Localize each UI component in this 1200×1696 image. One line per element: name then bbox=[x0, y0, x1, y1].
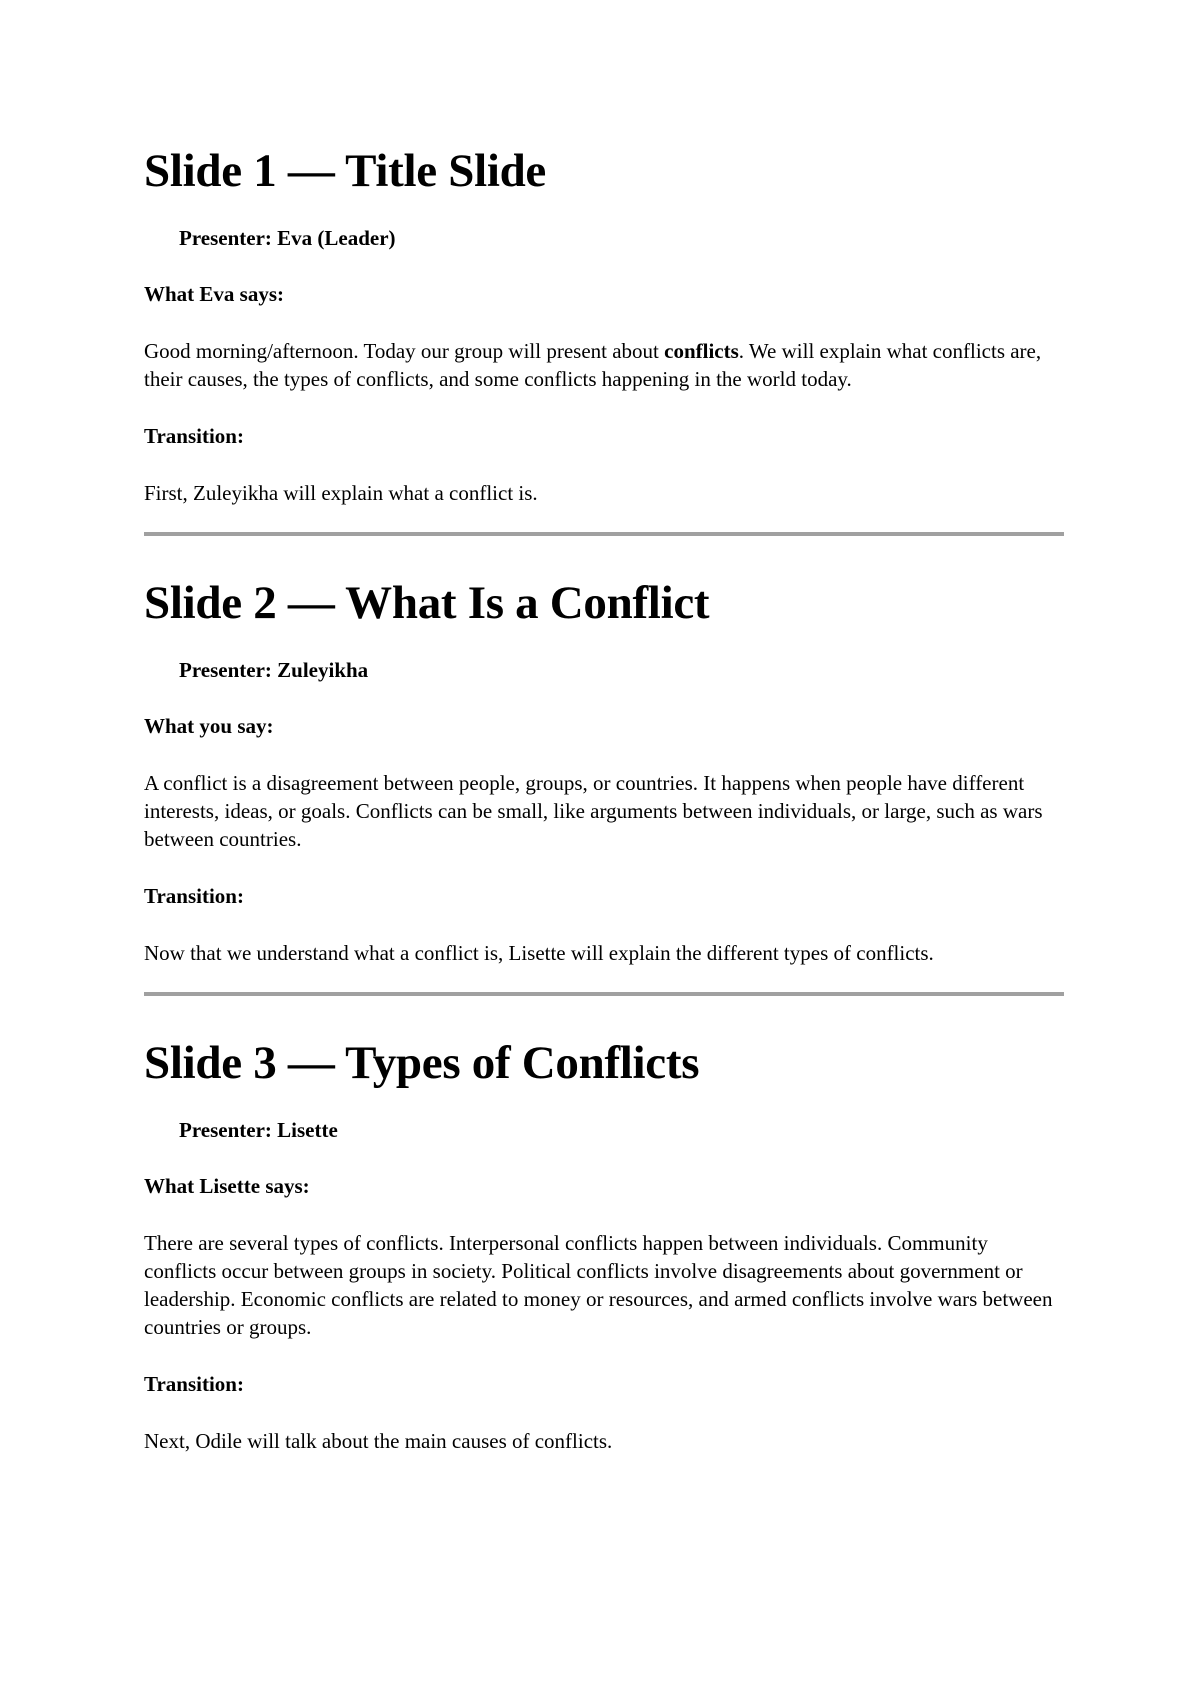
slide-title: Slide 3 — Types of Conflicts bbox=[144, 1037, 700, 1089]
slide-title: Slide 1 — Title Slide bbox=[144, 145, 546, 197]
transition-paragraph: First, Zuleyikha will explain what a conflict is. bbox=[144, 481, 538, 505]
presenter-line: Presenter: Zuleyikha bbox=[179, 658, 369, 682]
says-text-after: . We will explain what conflicts are, their causes, the types of conflicts, and some conflicts happening in the world today. bbox=[144, 339, 1042, 391]
says-paragraph: A conflict is a disagreement between people, groups, or countries. It happens when people have different interests, ideas, or goals. Conflicts can be small, like arguments between individuals, or large, such as wars between countries. bbox=[144, 771, 1043, 851]
slide-title: Slide 2 — What Is a Conflict bbox=[144, 577, 710, 629]
says-label: What you say: bbox=[144, 714, 274, 738]
says-paragraph: There are several types of conflicts. Interpersonal conflicts happen between individuals. Community conflicts occur between groups in society. Political conflicts involve disagreements about government or leadership. Economic conflicts are related to money or resources, and armed conflicts involve wars between countries or groups. bbox=[144, 1231, 1053, 1339]
says-text-bold: conflicts bbox=[664, 339, 739, 363]
slide-section-3 bbox=[144, 1036, 1064, 1455]
presenter-line: Presenter: Eva (Leader) bbox=[179, 226, 396, 250]
transition-paragraph: Next, Odile will talk about the main causes of conflicts. bbox=[144, 1429, 613, 1453]
says-paragraph bbox=[144, 337, 1064, 393]
transition-paragraph: Now that we understand what a conflict is, Lisette will explain the different types of conflicts. bbox=[144, 941, 934, 965]
transition-label: Transition: bbox=[144, 424, 244, 448]
slide-section-2 bbox=[144, 576, 1064, 967]
horizontal-divider bbox=[144, 532, 1064, 536]
says-label: What Lisette says: bbox=[144, 1174, 310, 1198]
transition-label: Transition: bbox=[144, 1372, 244, 1396]
says-text-before: Good morning/afternoon. Today our group will present about bbox=[144, 339, 665, 363]
transition-label: Transition: bbox=[144, 884, 244, 908]
document-page bbox=[144, 144, 1064, 1455]
slide-section-1 bbox=[144, 144, 1064, 507]
horizontal-divider bbox=[144, 992, 1064, 996]
says-label: What Eva says: bbox=[144, 282, 285, 306]
presenter-line: Presenter: Lisette bbox=[179, 1118, 338, 1142]
